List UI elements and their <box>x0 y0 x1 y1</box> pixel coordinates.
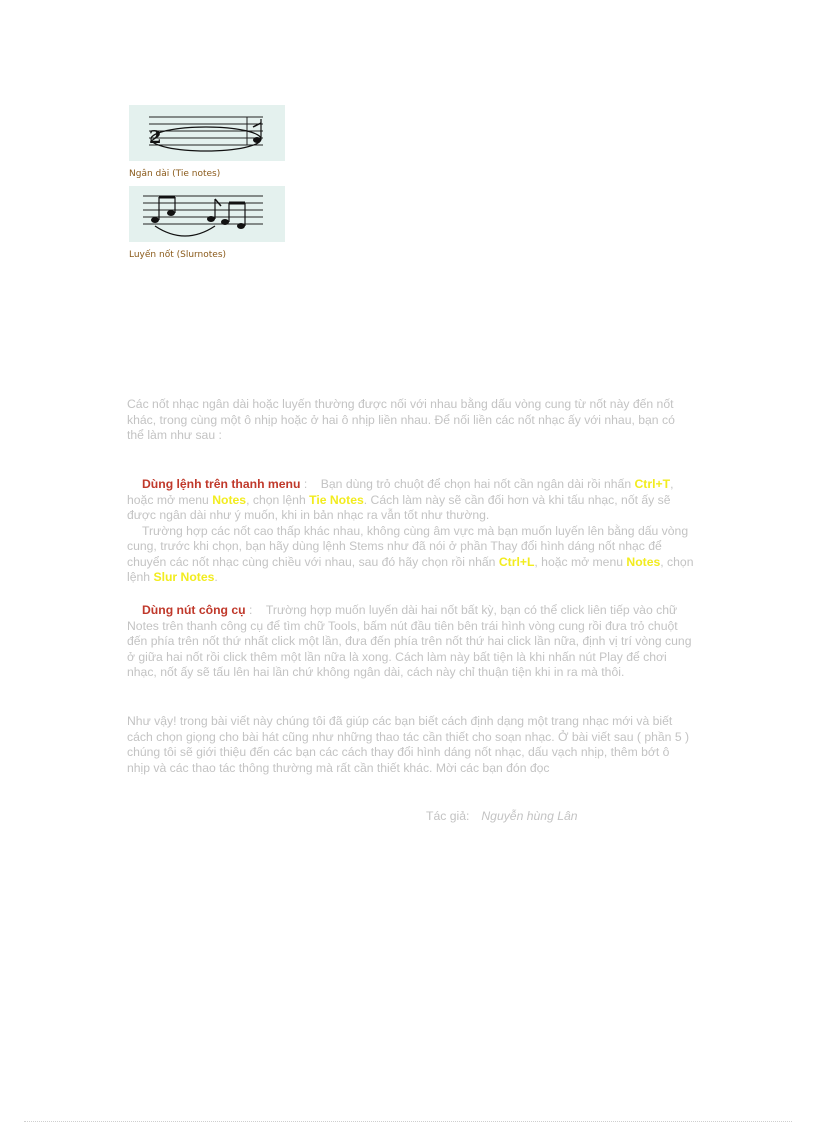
menu-section-text-5: Trường hợp các nốt cao thấp khác nhau, không cùng âm vực mà bạn muốn luyến lên bằng dấu vòng cung, trước khi chọn, bạn hãy dùng lệnh Stems như đã nói ở phần Thay đổi hình dáng nốt nhạc để chuyển các nốt nhạc cùng chiều với nhau, sau đó hãy chọn rồi nhấn <box>127 523 689 569</box>
menu-section-heading: Dùng lệnh trên thanh menu <box>142 477 301 491</box>
author-line <box>426 809 578 823</box>
author-name: Nguyễn hùng Lân <box>481 809 578 823</box>
menu-section-paragraph-2 <box>127 524 695 586</box>
tool-section-text: Trường hợp muốn luyến dài hai nốt bất kỳ, bạn có thể click liên tiếp vào chữ Notes trên thanh công cụ để tìm chữ Tools, bấm nút đầu tiên bên trái hình vòng cung rồi đưa trỏ chuột đến phía trên nốt thứ nhất click một lần, đưa đến phía trên nốt thứ hai click lần nữa, định vị trí vòng cung ở giữa hai nốt rồi click thêm một lần nữa là xong. Cách làm này bất tiện là khi nhấn nút Play để chơi nhạc, nốt ấy sẽ tấu lên hai lần chứ không ngân dài, cách này chỉ thuận tiện khi in ra mà thôi. <box>127 603 692 679</box>
svg-text:2: 2 <box>149 127 162 148</box>
tie-notes-command: Tie Notes <box>309 492 364 507</box>
menu-section-text-1: Bạn dùng trỏ chuột để chọn hai nốt cần ngân dài rồi nhấn <box>320 477 635 491</box>
menu-section-text-8: . <box>214 570 218 584</box>
shortcut-ctrl-t: Ctrl+T <box>634 477 671 491</box>
author-label: Tác giả: <box>426 809 470 823</box>
menu-section-colon: : <box>300 477 308 491</box>
tool-section-paragraph <box>127 603 695 681</box>
intro-text: Các nốt nhạc ngân dài hoặc luyến thường được nối với nhau bằng dấu vòng cung từ nốt này đến nốt khác, trong cùng một ô nhịp hoặc ở hai ô nhịp liền nhau. Để nối liền các nốt nhạc ấy với nhau, bạn có thể làm như sau : <box>127 397 675 442</box>
menu-section <box>127 477 695 586</box>
menu-section-text-2: , hoặc mở menu <box>127 477 674 507</box>
menu-section-text-6: , hoặc mở menu <box>534 554 627 569</box>
menu-section-text-4: . Cách làm này sẽ cần đối hơn và khi tấu nhạc, nốt ấy sẽ được ngân dài như ý muốn, khi in bản nhạc ra vẫn tốt như thường. <box>127 492 671 522</box>
menu-notes-label-2: Notes <box>626 554 661 569</box>
menu-notes-label-1: Notes <box>212 492 247 507</box>
slur-notes-figure <box>129 186 285 242</box>
menu-section-text-3: , chọn lệnh <box>246 492 310 507</box>
menu-section-text-7: , chọn lệnh <box>127 554 694 584</box>
tool-section-colon: : <box>245 603 253 617</box>
slur-notes-command: Slur Notes <box>153 570 215 584</box>
slur-notes-caption: Luyến nốt (Slurnotes) <box>129 250 227 260</box>
conclusion-text: Như vậy! trong bài viết này chúng tôi đã giúp các bạn biết cách định dạng một trang nhạc mới và biết cách chọn giọng cho bài hát cũng như những thao tác cần thiết cho soạn nhạc. Ở bài viết sau ( phần 5 ) chúng tôi sẽ giới thiệu đến các bạn các cách thay đổi hình dáng nốt nhạc, dấu vạch nhịp, thêm bớt ô nhịp và các thao tác thông thường mà rất cần thiết khác. Mời các bạn đón đọc <box>127 714 690 775</box>
tie-notes-staff-image <box>129 105 285 161</box>
tool-section <box>127 603 695 681</box>
conclusion-paragraph <box>127 714 695 776</box>
shortcut-ctrl-l: Ctrl+L <box>498 554 535 569</box>
slur-notes-staff-image <box>129 186 285 242</box>
tool-section-heading: Dùng nút công cụ <box>142 603 246 617</box>
tie-notes-figure <box>129 105 285 161</box>
tie-notes-caption: Ngân dài (Tie notes) <box>129 169 221 179</box>
intro-paragraph <box>127 397 695 444</box>
footer-divider <box>24 1121 792 1122</box>
menu-section-paragraph <box>127 477 695 524</box>
